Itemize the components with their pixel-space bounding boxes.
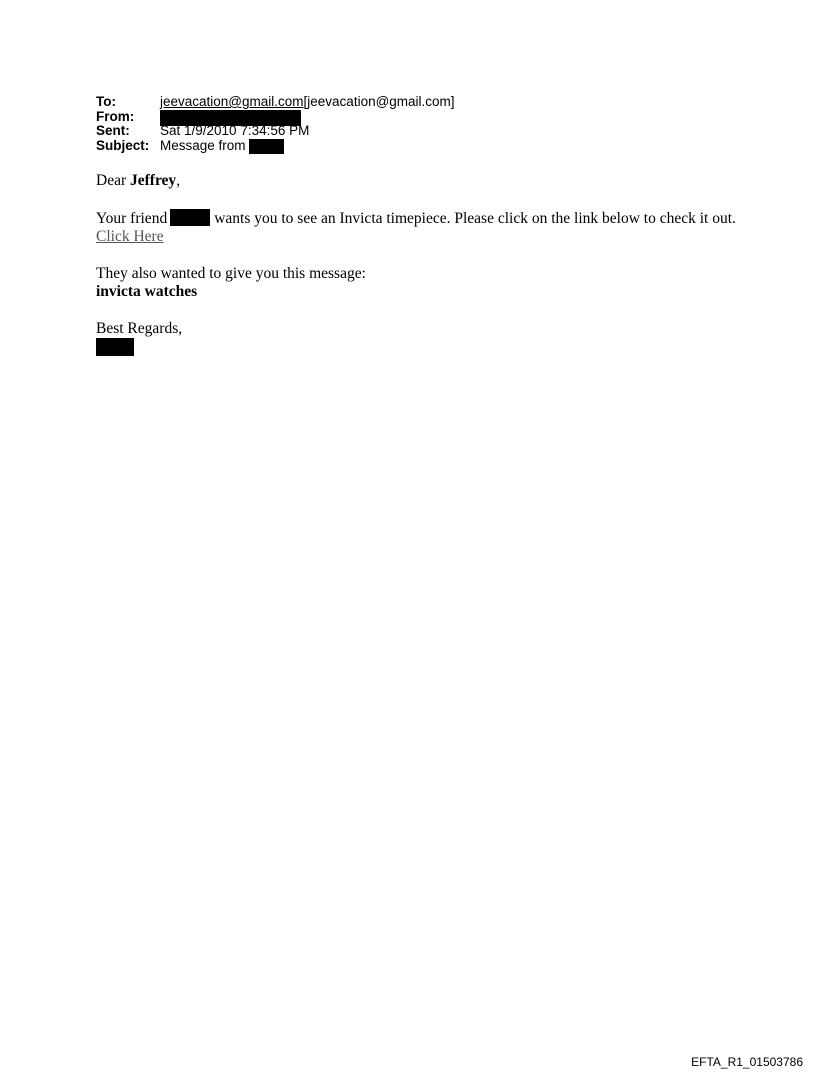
from-row bbox=[96, 110, 455, 125]
message-intro: They also wanted to give you this message: bbox=[96, 265, 366, 282]
friend-name-redaction bbox=[170, 209, 210, 226]
to-email-link[interactable]: jeevacation@gmail.com bbox=[160, 94, 304, 109]
subject-row bbox=[96, 139, 455, 154]
greeting-suffix: , bbox=[176, 172, 181, 189]
invite-paragraph bbox=[96, 209, 736, 246]
signature-redaction bbox=[96, 338, 134, 356]
closing-text: Best Regards, bbox=[96, 320, 183, 337]
email-header bbox=[96, 95, 455, 153]
to-email-bracket: [jeevacation@gmail.com] bbox=[303, 94, 455, 109]
invite-text-before: Your friend bbox=[96, 210, 168, 227]
to-row bbox=[96, 95, 455, 110]
greeting bbox=[96, 172, 736, 190]
subject-value: Message from bbox=[160, 137, 246, 153]
click-here-link[interactable]: Click Here bbox=[96, 228, 164, 245]
greeting-prefix: Dear bbox=[96, 172, 130, 189]
sent-label: Sent: bbox=[96, 123, 130, 138]
email-body bbox=[96, 172, 736, 356]
to-value bbox=[160, 95, 455, 110]
subject-label: Subject: bbox=[96, 137, 150, 153]
message-text: invicta watches bbox=[96, 283, 198, 300]
sent-row bbox=[96, 124, 455, 139]
invite-text-after: wants you to see an Invicta timepiece. Please click on the link below to check it out. bbox=[214, 210, 736, 227]
greeting-name: Jeffrey bbox=[130, 172, 177, 189]
message-paragraph bbox=[96, 265, 736, 301]
closing-paragraph bbox=[96, 320, 736, 356]
to-label: To: bbox=[96, 94, 116, 109]
sent-value: Sat 1/9/2010 7:34:56 PM bbox=[160, 123, 310, 138]
subject-redaction bbox=[249, 139, 284, 154]
document-id: EFTA_R1_01503786 bbox=[691, 1055, 803, 1069]
from-label: From: bbox=[96, 108, 135, 124]
